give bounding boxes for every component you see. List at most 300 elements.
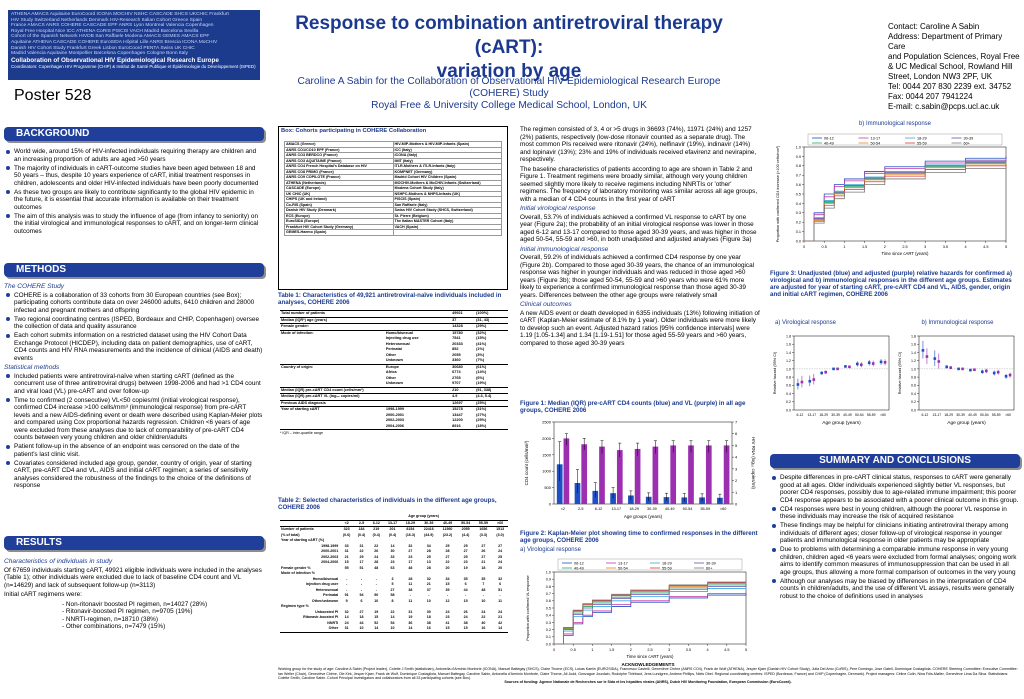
table1-cell: Europe [385, 364, 451, 370]
table2-cell: 23 [463, 560, 468, 564]
y-tick-label: 0.6 [911, 383, 916, 388]
table2-cell: 18 [481, 565, 486, 570]
table2-cell: 10 [359, 626, 364, 630]
legend-label: 50-54 [870, 141, 881, 146]
table1-cell: Other [385, 352, 397, 357]
table2-cell: 44 [463, 587, 468, 592]
x-tick-label: 5 [744, 648, 748, 652]
estimate-point-Unadjusted [981, 370, 984, 373]
y-tick-label: 0.6 [786, 383, 791, 388]
y-tick-label: 0.2 [545, 628, 551, 632]
table2-cell: 14 [498, 626, 503, 630]
table1-cell: (29%) [475, 324, 508, 331]
table2-cell: (0.4) [388, 532, 397, 537]
y-tick-label: 0.2 [786, 400, 791, 405]
contact-line: Street, London NW3 2PF, UK [888, 72, 993, 81]
x-tick-label: 18-29 [819, 413, 829, 417]
table2-cell: 21 [498, 615, 503, 619]
table2-caption: Table 2: Selected characteristics of individuals in the different age groups, COHERE 2006 [278, 497, 497, 511]
y-tick-label: 1.0 [545, 570, 551, 575]
cohort-cell: VACH (Spain) [393, 224, 502, 230]
fig2a-chart [520, 556, 760, 664]
table2-cell: 201 [384, 527, 402, 533]
y-tick-label: 0.0 [911, 408, 916, 413]
table2-cell: 38 [463, 620, 468, 625]
x-tick-label: 5 [1004, 245, 1008, 249]
affiliation: Royal Free & University College Medical School, London, UK [371, 100, 647, 111]
y-tick-label: 0.4 [786, 391, 791, 396]
table2-cell: Other [328, 626, 339, 630]
table2-cell: 14 [408, 626, 413, 630]
table2-cell: - [375, 582, 377, 586]
cohort-cell: IMIT (Italy) [393, 158, 502, 164]
table1-cell: 14328 [451, 324, 475, 331]
table2-cell: 32 [498, 576, 503, 581]
table1-grid [280, 310, 508, 430]
table2-cell: 58 [390, 593, 395, 597]
y-tick-label: 2500 [542, 419, 551, 425]
y-tick-label: 0.9 [795, 154, 801, 159]
regimen-item: - Other combinations, n=7479 (15%) [62, 623, 166, 630]
table2-group-label: Age group (years) [408, 514, 440, 518]
table2-cell: 35 [463, 576, 468, 581]
table2-cell: - [346, 576, 348, 581]
logo-cohort-line: Royal Free Hospital Nice ICC ATHENA CoRIS PISCIS VACH Madrid Barcelona Sevilla [11, 28, 199, 34]
y-tick-label: 1.4 [786, 350, 791, 355]
y-tick-label: 0.8 [786, 375, 791, 380]
y-tick-label: 1.2 [911, 359, 916, 364]
cohort-cell: CASCADE (Europe) [285, 186, 394, 192]
table2-cell: - [446, 593, 449, 597]
table2-cell: 33 [390, 554, 395, 559]
table1-cell: (91, 338) [475, 387, 508, 394]
legend-label: 60+ [963, 141, 970, 146]
table2-cell: - [375, 587, 377, 592]
x-tick-label: 3.5 [942, 245, 949, 249]
y-axis-label: CD4 count (cells/mm³) [524, 440, 529, 486]
x-tick-label: 13-17 [932, 413, 942, 417]
estimate-point-Unadjusted [844, 365, 847, 368]
statistical-methods-heading: Statistical methods [4, 364, 60, 371]
table1-cell: 15780 [451, 330, 475, 336]
cohort-cell: ANRS CO4 French Hospital's Database on HIV [285, 164, 394, 170]
table2-cell: 22 [359, 549, 364, 553]
y-tick-label: 500 [544, 485, 551, 491]
table2-cell: (3.0) [496, 532, 504, 537]
x-tick-label: 6-12 [594, 507, 603, 511]
table2-cell: 6 [464, 582, 467, 586]
table1-cell: 30680 [451, 364, 475, 370]
logo-name: Collaboration of Observational HIV Epidemiological Research Europe [11, 56, 219, 64]
table2-cell: 31 [344, 549, 349, 553]
contact-line: Tel: 0044 207 830 2239 ext. 34752 [888, 82, 1012, 91]
x-tick-label: 6-12 [796, 413, 804, 417]
y2-tick-label: 0 [735, 501, 738, 507]
cohort-cell: ECS (Europe) [285, 213, 394, 219]
y-tick-label: 0.8 [911, 375, 916, 380]
y-tick-label: 0.7 [795, 173, 801, 178]
viro-para: Overall, 53.7% of individuals achieved a confirmed VL response to cART by one year (Figure 2a); the probability of an initial virological response was lower in those aged 6-12 and 13-17 compared to those aged 30-39 years, and was higher in those aged 50-54, 55-59 and >60, in both unadjusted and adjusted analyses (Figure 3a) [520, 213, 757, 243]
summary-section [770, 474, 1020, 602]
fig3a-chart [770, 330, 895, 430]
table1-cell: Median (IQR) pre-cART CD4 count (cells/mm³) [280, 387, 385, 394]
fig1-caption: Figure 1: Median (IQR) pre-cART CD4 counts (blue) and VL (purple) in all age groups, COHERE 2006 [520, 400, 746, 414]
table2-cell: 19 [463, 565, 468, 570]
table2-cell: 25 [463, 543, 468, 548]
table1-cell: (32%) [475, 330, 508, 336]
y-tick-label: 0.8 [795, 164, 801, 169]
table2-col-header: >60 [492, 520, 508, 527]
table1-cell: Median (IQR) pre-cART VL (log₁₀ copies/ml) [280, 394, 385, 401]
fig2a-subtitle: a) Virological response [520, 547, 581, 553]
table2-cell: 15 [344, 560, 349, 564]
y-tick-label: 1000 [542, 468, 551, 474]
bar-vl [599, 447, 605, 504]
methods-section [4, 281, 264, 491]
x-tick-label: 4.5 [983, 245, 989, 249]
table2-cell: 11 [408, 598, 413, 603]
x-tick-label: 18-29 [629, 507, 639, 511]
logo-cohort-line: Madrid Valencia Aquitaine Montpellier Barcelona Copenhagen Cologne Bonn Italy [11, 51, 188, 57]
table1-cell: 13447 [452, 412, 463, 417]
x-tick-label: <2 [560, 507, 566, 511]
table2-cell: 17 [408, 560, 413, 564]
table2-col-header: 30-39 [419, 520, 438, 527]
table1-cell: Mode of infection: [280, 330, 385, 336]
estimate-point-Unadjusted [880, 361, 883, 364]
table2-cell: 28 [426, 549, 431, 553]
y2-tick-label: 7 [735, 419, 738, 425]
table2-cell: 22416 [419, 527, 438, 533]
table2-cell: 34 [445, 576, 450, 581]
legend-label: 40-49 [574, 566, 584, 571]
x-axis-label: Time since cART (years) [881, 251, 929, 256]
table1-cell: Previous AIDS diagnosis [280, 400, 385, 407]
table2-cell: 55 [344, 565, 349, 570]
table1-cell: (25%) [475, 400, 508, 407]
y2-tick-label: 1 [735, 489, 738, 495]
fig3a-subtitle: a) Virological response [775, 320, 836, 326]
regimen-intro: Initial cART regimens were: [4, 591, 82, 598]
table2-cell: 20 [498, 565, 503, 570]
table2-cell: 28 [426, 565, 431, 570]
table2-col-header: 40-49 [438, 520, 457, 527]
y2-tick-label: 2 [735, 478, 738, 484]
estimate-point-Unadjusted [868, 361, 871, 364]
table2-cell: NNRTI [327, 620, 339, 625]
table1-cell: 2004-2006 [385, 423, 405, 428]
x-tick-label: 13-17 [611, 507, 622, 511]
table2-col-header: 13-17 [384, 520, 402, 527]
y2-tick-label: 3 [735, 466, 738, 472]
fig2b-chart [770, 131, 1020, 261]
estimate-point-Adjusted [973, 368, 976, 371]
x-tick-label: 50-54 [682, 507, 693, 511]
legend-label: 18-29 [662, 561, 672, 566]
title-line-2: variation by age [436, 61, 582, 82]
table2-cell: (% of total) [281, 532, 300, 537]
table1-cell: 12697 [451, 400, 475, 407]
title-line-1: Response to combination antiretroviral therapy (cART): [295, 13, 723, 58]
table2-cell: 24 [344, 620, 349, 625]
x-tick-label: 30-39 [647, 507, 657, 511]
table2-cell: 33 [344, 543, 349, 548]
x-tick-label: 50-54 [854, 413, 864, 417]
summary-bullet: Due to problems with determining a comparable immune response in very young children, children aged <6 years were excluded from formal analyses; ongoing work aims to identify common measures of immunosuppression that can be used in all age groups, thus allowing a more formal comparison of outcomes in the very young [780, 546, 1020, 576]
table1-cell: 8916 [452, 423, 461, 428]
estimate-point-Adjusted [836, 368, 839, 371]
table2-cell: (4.4) [461, 532, 470, 537]
table2-cell: 94 [359, 593, 364, 597]
estimate-point-Adjusted [848, 366, 851, 369]
x-tick-label: 50-54 [979, 413, 989, 417]
table2-cell: (23.2) [442, 532, 453, 537]
table1-cell: 12200 [452, 418, 463, 422]
fig2-caption: Figure 2: Kaplan-Meier plot showing time to confirmed responses in the different age groups, COHERE 2006 [520, 530, 758, 544]
table2-cell: 21 [344, 554, 349, 559]
table2-cell: 14 [344, 615, 349, 619]
table2-cell: 44 [359, 620, 364, 625]
estimate-point-Unadjusted [809, 380, 812, 383]
ack-text: Working group for the study of age: Caroline A Sabin (Project leader), Colette J Smith (statistician), Antonella d'Arminio Monforte (ICONA), Manuel Battegay (SHCS), Claire Thorne (ECS), Lukas Kaelin (EUROSIDA), Francesco Castelli, Geneviève Chêne (ANRS CO4), Frank de Wolf (ATHENA), Jesper Kjaer (Danish HIV Cohort Study), Julia Del Amo (CoRIS), Pere Domingo, Jose Gatell, Dominique Costagliola. COHERE Steering Committee: Executive Committee: Ian Weller (Chair), Geneviève Chêne, Ole Kirk, Jesper Kjaer, Frank de Wolf, Dominique Costagliola, Manuel Battegay, Caroline Sabin, Antonella d'Arminio Monforte, Claire Thorne, Ali Judd, Gonzague Jourdain, Rodolphe Thiébaut, Jens Lundgren, Andrew Phillips, Niels Obel. Regional coordinating centres: ISPED (Bordeaux, France) and CHIP (Copenhagen, Denmark). Project managers: Céline Colin, Nina Friis-Møller, Geneviève Lima Da Silva. Statisticians: Colette Smith, Caroline Sabin. Cohort Principal Investigators and collaborators from all 33 participating cohorts (see Box). [278, 667, 1018, 680]
table2-cell: 23 [390, 560, 395, 564]
cohort-row [285, 230, 502, 236]
y-tick-label: 1.6 [911, 342, 916, 347]
contact-line: Contact: Caroline A Sabin [888, 22, 980, 31]
table2-cell: (16.3) [405, 532, 416, 537]
clinical-para: A new AIDS event or death developed in 6355 individuals (13%) following initiation of cART (Kaplan-Meier estimate of 8.1% by 1 year). Older individuals were more likely to develop such an event. Adjusted hazard ratios [95% confidence intervals] were 1.19 [1.05-1.34] and 1.34 [1.19-1.51] for those aged 55-59 years and >60 years, compared to those aged 30-39 years [520, 309, 760, 347]
y2-tick-label: 4 [735, 454, 738, 460]
table1-cell: Unknown [385, 381, 403, 385]
table2-cell: Number of patients [280, 527, 339, 533]
table2-cell: 40 [481, 620, 486, 625]
contact-line: & UC Medical School, Rowland Hill [888, 62, 1013, 71]
table2-cell: 21 [426, 582, 431, 586]
table2-cell: - [409, 593, 411, 597]
y-tick-label: 1.2 [786, 359, 791, 364]
methods-bullet: Two regional coordinating centres (ISPED, Bordeaux and CHIP, Copenhagen) oversee the collection of data and quality assurance [14, 316, 264, 331]
y-tick-label: 0.2 [795, 220, 801, 225]
cohort-cell: San Raffaele (Italy) [393, 202, 502, 208]
x-tick-label: 55-59 [700, 507, 711, 511]
table1-cell: 9707 [452, 381, 461, 385]
estimate-point-Unadjusted [797, 383, 800, 386]
table1-cell: 2765 [452, 375, 461, 380]
table2-col-header: 2-5 [354, 520, 369, 527]
y-tick-label: 0.6 [545, 599, 551, 604]
legend-label: 13-17 [870, 136, 881, 141]
table2-cell: 24 [498, 609, 503, 614]
methods-bullet: Each cohort submits information on a restricted dataset using the HIV Cohort Data Exchange Protocol (HICDEP), including data on patient demographics, use of cART, CD4 counts and HIV RNA measurements and the incidence of clinical (AIDS and death) events [14, 332, 263, 362]
table2-cell: 14 [390, 543, 395, 548]
estimate-point-Unadjusted [856, 363, 859, 366]
background-bullet: The majority of individuals in cART-outcome studies have been aged between 18 and 50 years – thus, despite 10 years experience of cART, initial treatment responses in children, adolescents and older HIV-infected individuals have been poorly documented [14, 165, 264, 188]
cohort-cell: AMACS (Greece) [285, 142, 394, 148]
table2-cell: 25 [463, 554, 468, 559]
cohort-cell: Co-RIS (Spain) [285, 202, 394, 208]
estimate-point-Unadjusted [945, 366, 948, 369]
y-tick-label: 2000 [542, 435, 551, 441]
table2-cell: 35 [481, 576, 486, 581]
table2-cell: 17 [359, 560, 364, 564]
regimen-item: - Ritonavir-boosted PI regimen, n=9705 (19%) [62, 608, 193, 615]
table2-cell: Other/unknown [311, 598, 339, 603]
table2-cell: (0.4) [372, 532, 380, 537]
table2-cell: 7 [482, 582, 485, 586]
logo-cohort-line: ATHENA AMACS Aquitaine EuroCoord ICONA MOCHIV NSHC CASCADE SHCS UKCHIC Frankfurt [11, 12, 229, 17]
x-tick-label: 6-12 [921, 413, 929, 417]
summary-bullet: Although our analyses may be biased by differences in the interpretation of CD4 counts in children/adults, and the use of different VL assays, results were generally robust to the choice of definitions used in analyses [780, 578, 1020, 601]
table2-cell: Ritonavir-boosted PI [303, 615, 339, 619]
methods-bullet: Included patients were antiretroviral-naïve when starting cART (defined as the concurrent use of three antiretroviral drugs) between 1998-2006 and had >1 CD4 count and viral load (VL) pre-cART and over follow-up [14, 373, 264, 396]
y-tick-label: 0.4 [911, 391, 916, 396]
cohort-cell: MOCHIV-Mothers & MoCHIV-Infants (Switzerland) [393, 180, 502, 186]
y-axis-label: Relative hazard (95% CI) [898, 351, 902, 395]
results-heading: RESULTS [4, 536, 264, 550]
legend-label: 40-49 [824, 141, 834, 146]
legend-label: 55-59 [662, 566, 672, 571]
table2-cell: 219 [369, 527, 384, 533]
viro-heading: Initial virological response [520, 205, 596, 212]
table2-cell: 184 [354, 527, 369, 533]
table2-cell: 8 [391, 598, 394, 603]
table2-cell: 2004-2006 [321, 560, 339, 564]
table1-cell: 20333 [452, 341, 463, 346]
table2-cell: 11 [408, 582, 413, 586]
table2-cell: 27 [445, 554, 450, 559]
table2-cell: 54 [390, 620, 395, 625]
results-col3 [520, 126, 760, 349]
estimate-point-Unadjusted [922, 349, 925, 352]
table1-cell: (18%) [476, 423, 487, 428]
y-tick-label: 0.4 [795, 201, 801, 206]
table2-cell: 24 [498, 560, 503, 564]
table2-cell: 26 [481, 549, 486, 553]
estimate-point-Adjusted [872, 362, 875, 365]
table1-caption: Table 1: Characteristics of 49,921 antiretroviral-naïve individuals included in analyses, COHERE 2006 [278, 292, 502, 306]
table2-cell: 1656 [475, 527, 493, 533]
table1-cell: Year of starting cART [280, 407, 385, 413]
table1-cell: 210 [451, 387, 475, 394]
table2-cell: 36 [408, 620, 413, 625]
x-tick-label: 55-59 [866, 413, 876, 417]
estimate-point-Adjusted [926, 355, 929, 358]
immuno-para: Overall, 59.2% of individuals achieved a confirmed CD4 response by one year (Figure 2b). Compared to those aged 30-39 years, the chance of an immunological response was higher in younger individuals and was reduced in those aged >60 years (Figure 3b); those aged 50-54, 55-59 and >60 years who were 61% more likely to experience a confirmed immunological response than those aged 30-39 years. Differences between the other age groups were relatively small [520, 254, 755, 299]
table2-cell: 27 [498, 543, 503, 548]
table2-cell: 25 [445, 543, 450, 548]
estimate-point-Unadjusted [957, 368, 960, 371]
table2-cell: 15 [374, 615, 379, 619]
author-block [274, 76, 744, 112]
authors: Caroline A Sabin for the Collaboration of Observational HIV Epidemiological Research Europe (COHERE) Study [297, 76, 721, 99]
table2-cell: 19 [408, 615, 413, 619]
table2-cell: - [346, 587, 348, 592]
contact-email: E-mail: c.sabin@pcps.ucl.ac.uk [888, 102, 1000, 111]
cohort-cell: ITLR-Mothers & ITLR-Infants (Italy) [393, 164, 502, 170]
y2-tick-label: 5 [735, 442, 738, 448]
cohort-cell: CHIPS (UK and Ireland) [285, 197, 394, 203]
table1-cell: 1998-1999 [385, 407, 451, 413]
table2-cell: 24 [374, 554, 379, 559]
x-tick-label: 3.5 [685, 648, 692, 652]
x-tick-label: 30-39 [956, 413, 965, 417]
bar-vl [617, 450, 623, 504]
table2-cell: 15 [463, 626, 468, 630]
table2-cell: 24 [481, 609, 486, 614]
table2-col-header: 6-12 [369, 520, 384, 527]
table2-cell: - [346, 582, 348, 586]
table2-col-header: 55-59 [475, 520, 493, 527]
y-tick-label: 0.4 [545, 613, 551, 618]
estimate-point-Unadjusted [832, 368, 835, 371]
methods-bullet: COHERE is a collaboration of 33 cohorts from 30 European countries (see Box); participating cohorts contribute data on over 246000 adults, 6410 children and 28000 infected and pregnant mothers and offspring [14, 292, 264, 315]
table2-cell: 52 [374, 620, 379, 625]
x-tick-label: 3 [668, 648, 671, 652]
table2-cell: - [360, 587, 363, 592]
table2-cell: 2000-2001 [321, 549, 339, 553]
table2-cell: 10 [426, 598, 431, 603]
table1-cell: 37 [451, 317, 475, 324]
estimate-point-Adjusted [884, 361, 887, 364]
bar-vl [635, 449, 641, 504]
table2 [280, 514, 508, 633]
fig3-caption: Figure 3: Unadjusted (blue) and adjusted (purple) relative hazards for confirmed a) virological and b) immunological responses in the different age groups. Estimates are adjusted for year of starting cART, pre-cART CD4 and VL, AIDS, gender, origin and initial cART regimen, COHERE 2006 [770, 270, 1013, 298]
methods-bullet: Patient follow-up in the absence of an endpoint was censored on the date of the patient's last clinic visit. [14, 443, 264, 458]
cohort-cell: Swiss HIV Cohort Study (SHCS, Switzerland) [393, 208, 502, 214]
table2-cell: 27 [463, 549, 468, 553]
table2-cell: 38 [426, 620, 431, 625]
table2-cell: - [499, 593, 501, 597]
legend-label: 50-54 [618, 566, 628, 571]
table2-cell: 1513 [492, 527, 508, 533]
summary-heading: SUMMARY AND CONCLUSIONS [770, 454, 1020, 468]
table1-cell: (7%) [476, 358, 485, 362]
table2-cell: 15 [463, 598, 468, 603]
x-tick-label: 2-5 [577, 507, 584, 511]
table2-cell: 26 [463, 609, 468, 614]
table1-cell: Other [385, 375, 397, 380]
table2-cell: 323 [339, 527, 354, 533]
table2-cell: 37 [426, 587, 431, 592]
table2-cell: 38 [408, 587, 413, 592]
methods-heading: METHODS [4, 263, 264, 277]
estimate-point-Adjusted [801, 381, 804, 384]
cohort-cell: KOMPNET (Germany) [393, 169, 502, 175]
table2-cell: 28 [408, 576, 413, 581]
summary-bullet: These findings may be helpful for clinicians initiating antiretroviral therapy among individuals of different ages; closer follow-up of virological response in younger patients and immunological response in older patients may be appropriate [780, 522, 1020, 545]
table2-cell: Heterosexual [315, 587, 339, 592]
table2-cell: 28 [445, 549, 450, 553]
table2-cell: - [360, 582, 363, 586]
y-tick-label: 0 [548, 501, 551, 507]
background-section [4, 148, 264, 237]
y-tick-label: 0.6 [795, 183, 801, 187]
poster-title [274, 12, 744, 82]
x-tick-label: >60 [880, 413, 886, 417]
table1-cell: 49921 [451, 311, 475, 318]
table1-cell: Africa [385, 370, 397, 374]
table2-cell: 32 [408, 543, 413, 548]
table2-cell: 29 [359, 554, 364, 559]
y-tick-label: 1.0 [795, 145, 801, 150]
table1-cell: Heterosexual [385, 341, 410, 346]
table1-cell: Country of origin: [280, 364, 385, 370]
table2-cell: 12 [445, 598, 450, 603]
table2-cell: 8154 [401, 527, 419, 533]
y-axis-label: Proportion with confirmed CD4 increase (>100 cells/mm³) [776, 145, 780, 243]
bar-vl [706, 445, 712, 504]
table2-cell: 63 [390, 565, 395, 570]
